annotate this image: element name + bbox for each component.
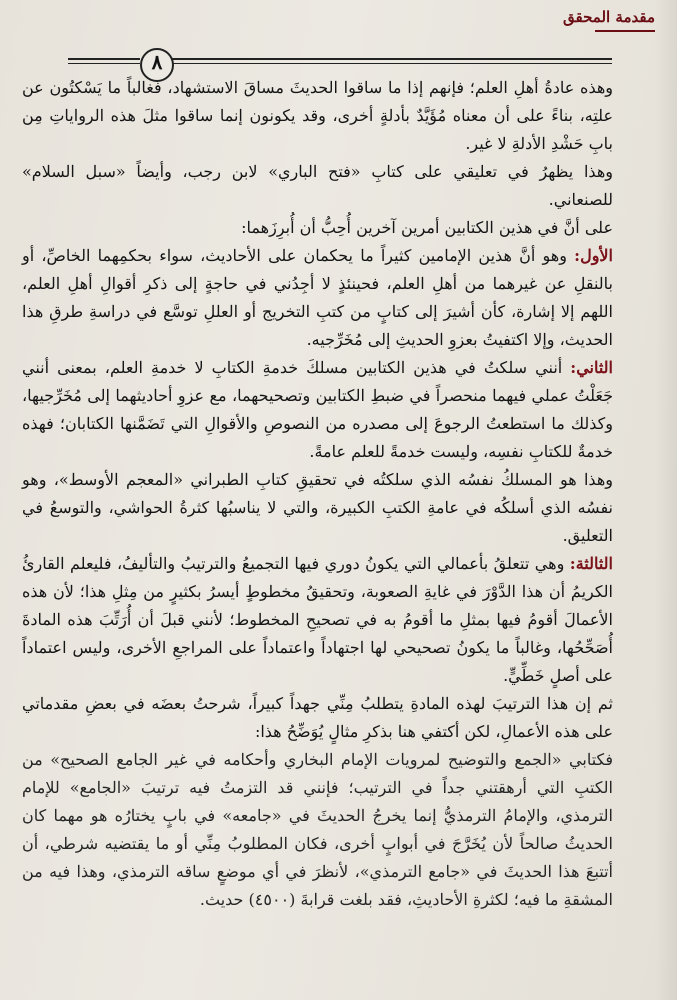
- paragraph-text: فكتابي «الجمع والتوضيح لمرويات الإمام البخاري وأحكامه في غير الجامع الصحيح» من الكتبِ التي أرهقتني جداً في الترتيب؛ فإنني قد التزمتُ فيه ترتيبَ «الجامع» للإمام الترمذي، والإمامُ الترمذيُّ إنما يخرجُ الحديثَ في «جامعه» في بابٍ يختارُه هو مهما كان الحديثُ صالحاً لأن يُخَرَّجَ في أبوابٍ أخرى، فكان المطلوبُ مِنِّي أو ما يقتضيه شرطي، أن أتتبعَ هذا الحديثَ في «جامع الترمذي»، لأنظرَ في أي موضعٍ ساقه الترمذي، وهذا فيه من المشقةِ ما فيه؛ لكثرةِ الأحاديثِ، فقد بلغت قرابةَ (٤٥٠٠) حديث.: [22, 750, 614, 909]
- paragraph-second: [22, 354, 629, 466]
- header-rule-thin: [172, 63, 612, 64]
- paragraph-text: وهذه عادةُ أهلِ العلم؛ فإنهم إذا ما ساقوا الحديثَ مساقَ الاستشهاد، فغالباً ما يَسْكتُون عن علتِه، بناءً على أن معناه مُؤَيَّدٌ بأدلةٍ أخرى، وقد يكونون إنما ساقوا مثلَ هذه الرواياتِ مِن بابِ حَشْدِ الأدلةِ لا غير.: [22, 78, 613, 153]
- paragraph-6: [22, 466, 629, 550]
- paragraph-first: [22, 242, 629, 354]
- paragraph-text: ثم إن هذا الترتيبَ لهذه المادةِ يتطلبُ مِنِّي جهداً كبيراً، شرحتُ بعضَه في بعضِ مقدماتي على هذه الأعمالِ، لكن أكتفي هنا بذكرِ مثالٍ يُوَضِّحُ هذا:: [22, 694, 614, 741]
- page-number: ٨: [151, 50, 163, 74]
- paragraph-3: [22, 214, 629, 242]
- section-lead-second: الثاني:: [570, 358, 613, 377]
- paragraph-1: [22, 74, 629, 158]
- paragraph-2: [22, 158, 629, 214]
- paragraph-text: وهي تتعلقُ بأعمالي التي يكونُ دوري فيها التجميعُ والترتيبُ والتأليفُ، فليعلم القارئُ الكريمُ أن هذا الدَّوْرَ في غايةِ الصعوبة، وتحقيقُ مخطوطٍ أيسرُ بكثيرٍ من مِثلِ هذا؛ لأن هذه الأعمالَ أقومُ فيها بمثلِ ما أقومُ به في تصحيحِ المخطوط؛ لأنني قبلَ أن أُرَتِّبَ هذه المادةَ أُصَحِّحُها، وغالباً ما يكونُ تصحيحي لها اجتهاداً واعتماداً على المراجعِ الأخرى، وليس اعتماداً على أصلٍ خَطِّيٍّ.: [22, 554, 614, 685]
- running-title: مقدمة المحقق: [563, 8, 655, 26]
- paragraph-text: وهو أنَّ هذين الإمامين كثيراً ما يحكمان على الأحاديث، سواء بحكمِهما الخاصِّ، أو بالنقلِ عن غيرهما من أهلِ العلم، فحينئذٍ لا أجِدُني في حاجةٍ إلى ذكرِ أقوالِ أهلِ العلم، اللهم إلا إشارة، كأن أشيرَ إلى كتابٍ من كتبِ التخريج أو العللِ توسَّع في دراسةِ طرقِ هذا الحديث، وإلا اكتفيتُ بعزوِ الحديثِ إلى مُخَرِّجيه.: [22, 246, 613, 349]
- left-rule: [68, 58, 140, 60]
- paragraph-text: على أنَّ في هذين الكتابين أمرين آخرين أُحِبُّ أن أُبرِزَهما:: [241, 218, 613, 237]
- section-lead-third: الثالثة:: [569, 554, 613, 573]
- paragraph-8: [22, 690, 629, 746]
- left-rule-thin: [68, 63, 140, 64]
- section-lead-first: الأول:: [574, 246, 613, 265]
- body-text: [22, 74, 629, 914]
- paragraph-text: وهذا هو المسلكُ نفسُه الذي سلكتُه في تحقيقِ كتابِ الطبراني «المعجم الأوسط»، وهو نفسُه الذي أسلكُه في عامةِ الكتبِ الكبيرة، والتي لا يناسبُها كثرةُ الحواشي، والتوسعُ في التعليق.: [22, 470, 613, 545]
- page-edge-shadow: [655, 0, 677, 1000]
- running-title-rule: [595, 30, 655, 32]
- header-rule: [172, 58, 612, 60]
- page-header: [8, 0, 677, 48]
- paragraph-9: [22, 746, 629, 914]
- paragraph-third: [22, 550, 629, 690]
- paragraph-text: وهذا يظهرُ في تعليقي على كتابِ «فتح الباري» لابن رجب، وأيضاً «سبل السلام» للصنعاني.: [22, 162, 613, 209]
- paragraph-text: أنني سلكتُ في هذين الكتابين مسلكَ خدمةِ الكتابِ لا خدمةِ العلم، بمعنى أنني جَعَلْتُ عملي فيهما منحصراً في ضبطِ الكتابين وتصحيحهما، مع عزوِ أحاديثهما إلى مُخَرِّجيها، وكذلك ما استطعتُ الرجوعَ إلى مصدره من النصوصِ والأقوالِ التي تَضَمَّنها الكتابان؛ فهذه خدمةٌ للكتابِ نفسِه، وليست خدمةً للعلم عامةً.: [22, 358, 613, 461]
